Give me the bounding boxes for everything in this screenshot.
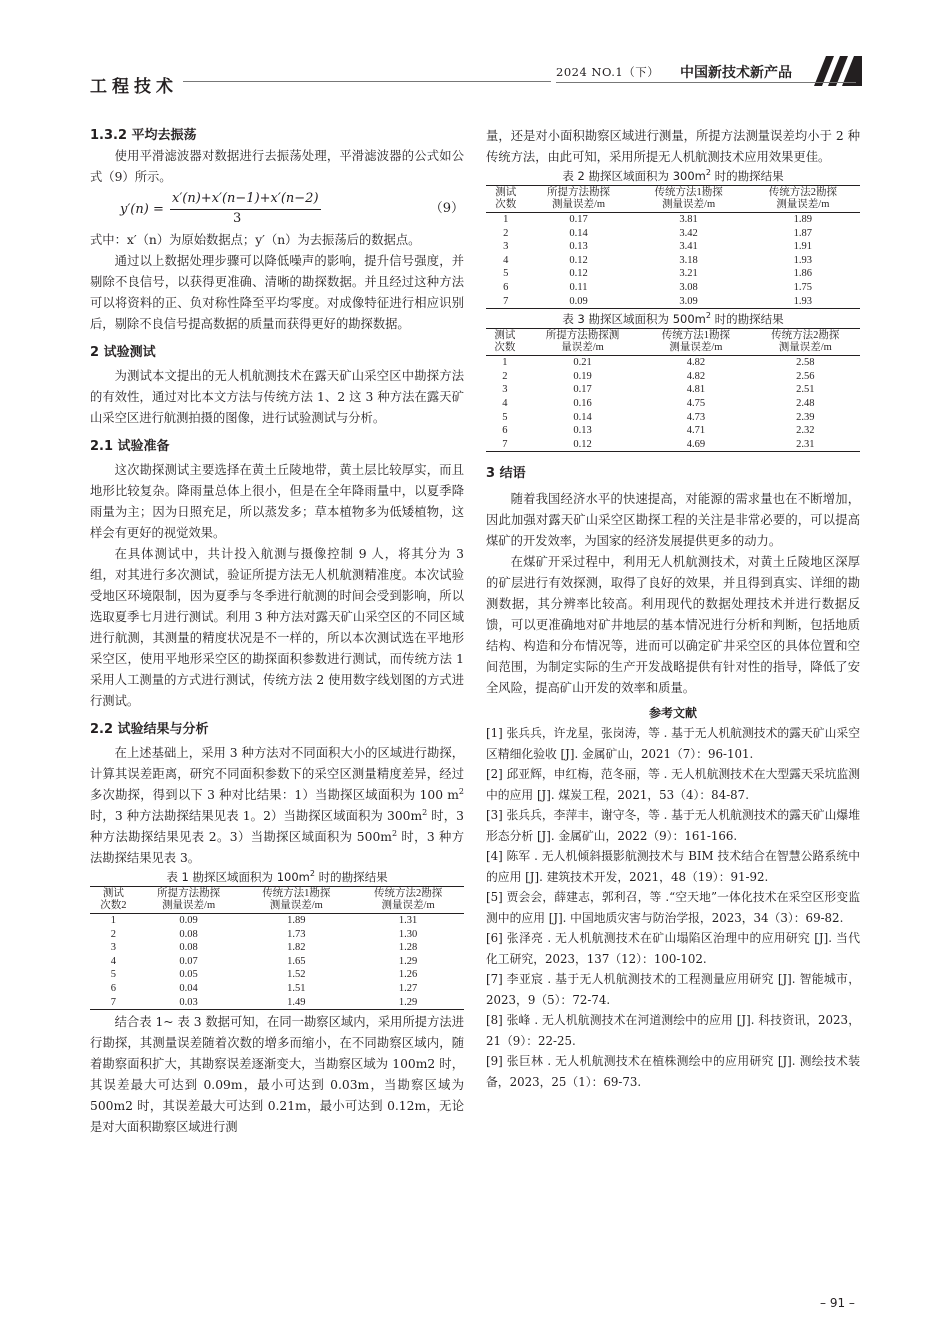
table-cell: 1.28	[398, 942, 418, 954]
table-header-cell: 传统方法2勘探 测量误差/m	[751, 329, 860, 356]
table-cell: 3.09	[631, 295, 745, 309]
table-cell: 1.29	[352, 996, 464, 1010]
reference-item: [7] 李亚宸 . 基于无人机航测技术的工程测量应用研究 [J]. 智能城市，2023，9（5）：72-74.	[486, 972, 860, 1007]
table-cell: 3	[502, 384, 508, 396]
table-cell: 2.48	[796, 397, 815, 409]
table-header-cell: 传统方法2勘探 测量误差/m	[746, 186, 860, 213]
superscript: 2	[309, 869, 315, 879]
table-row	[486, 281, 860, 295]
paragraph: 在煤矿开采过程中，利用无人机航测技术，对黄土丘陵地区深厚的矿层进行有效探测，取得了良好的效果，并且得到真实、详细的勘测数据，其分辨率比较高。利用现代的数据处理技术并进行数据反馈，可以更准确地对矿井地层的基本情况进行分析和判断，包括地质结构、构造和分布情况等，进而可以确定矿井采空区的具体位置和空间范围，为制定实际的生产开发战略提供有针对性的指导，降低了安全风险，提高矿山开发的效率和质量。	[486, 555, 860, 696]
formula-9	[90, 188, 464, 230]
table-header-cell: 传统方法1勘探 测量误差/m	[641, 329, 750, 356]
table-row	[486, 267, 860, 281]
table-cell: 6	[502, 425, 508, 437]
table-cell: 0.13	[569, 241, 588, 253]
caption-text: 时的勘探结果	[710, 312, 784, 327]
table-cell: 4.82	[686, 370, 706, 382]
header-rule-right	[556, 82, 856, 83]
table-row	[486, 370, 860, 384]
section-heading-2: 2 试验测试	[90, 345, 156, 360]
table-row	[90, 941, 464, 955]
table-cell: 1.89	[287, 915, 306, 926]
formula-denominator: 3	[233, 211, 242, 226]
table-header-cell: 所提方法勘探测 量误差/m	[524, 329, 641, 356]
table-row	[486, 397, 860, 411]
table-cell: 2.32	[796, 425, 815, 437]
table-row	[486, 438, 860, 452]
table-header-cell: 所提方法勘探 测量误差/m	[137, 887, 241, 914]
table-cell: 0.04	[179, 982, 198, 994]
table-cell: 1.82	[287, 942, 306, 954]
table-cell: 6	[110, 982, 117, 994]
table-cell: 1.51	[287, 982, 306, 994]
table-header-row	[486, 329, 860, 356]
table-cell: 5	[503, 268, 509, 280]
table-cell: 3.18	[679, 254, 698, 266]
table-cell: 3.41	[679, 241, 698, 253]
table-row	[486, 424, 860, 438]
table-2	[486, 185, 860, 309]
table-cell: 0.14	[569, 227, 588, 239]
table-header-cell: 测试 次数2	[90, 887, 137, 914]
text-run: 在上述基础上，采用 3 种方法对不同面积大小的区域进行勘探，计算其误差距离，研究不同面积参数下的采空区测量精度差异，经过多次勘探，得到以下 3 种对比结果：1）当勘探区域面积为 100 m	[90, 746, 464, 802]
table-cell: 2.58	[796, 357, 815, 369]
table-cell: 1.93	[746, 295, 860, 309]
text-run: 时，3 种方法勘探结果见表 1。2）当勘探区域面积为 300m	[90, 809, 423, 823]
table-cell: 0.12	[569, 254, 588, 266]
table-header-cell: 传统方法1勘探 测量误差/m	[240, 887, 352, 914]
reference-item: [2] 邱亚辉，申红梅，范冬丽，等 . 无人机航测技术在大型露天采坑监测中的应用 [J]. 煤炭工程，2021，53（4）：84-87.	[486, 767, 860, 802]
table-header-cell: 测试 次数	[486, 329, 524, 356]
reference-item: [9] 张巨林 . 无人机航测技术在植株测绘中的应用研究 [J]. 测绘技术装备，2023，25（1）：69-73.	[486, 1054, 860, 1089]
table-cell: 3.08	[679, 281, 698, 293]
table-cell: 2	[503, 227, 509, 239]
table-header-cell: 所提方法勘探 测量误差/m	[526, 186, 632, 213]
table-cell: 2.31	[751, 438, 860, 452]
reference-item: [4] 陈军 . 无人机倾斜摄影航测技术与 BIM 技术结合在智慧公路系统中的应用 [J]. 建筑技术开发，2021，48（19）：91-92.	[486, 849, 860, 884]
table-cell: 1.93	[793, 254, 813, 266]
paragraph: 通过以上数据处理步骤可以降低噪声的影响，提升信号强度，并剔除不良信号，以获得更准确、清晰的勘探数据。并且经过这种方法可以将资料的正、负对称性降至平均零度。对成像特征进行相应识别后，剔除不良信号提高数据的质量而获得更好的勘探数据。	[90, 254, 464, 331]
table-cell: 7	[486, 295, 526, 309]
table-1	[90, 886, 464, 1010]
issue-label: 2024 NO.1（下）	[556, 65, 660, 79]
table-cell: 4.75	[686, 397, 706, 409]
table-cell: 0.21	[573, 357, 592, 369]
table-row	[486, 356, 860, 370]
paragraph: 结合表 1~ 表 3 数据可知，在同一勘察区域内，采用所提方法进行勘探，其测量误差随着次数的增多而缩小，在不同勘察区域内，随着勘察面积扩大，其勘察误差逐渐变大，当勘察区域为 100m2 时，其误差最大可达到 0.09m，最小可达到 0.03m，当勘察区域为 500m2 时，其误差最大可达到 0.21m，最小可达到 0.12m，无论是对大面积勘察区域进行测	[90, 1015, 464, 1135]
table-row	[486, 295, 860, 309]
page-number: – 91 –	[820, 1296, 855, 1310]
table-row	[486, 383, 860, 397]
table-cell: 5	[502, 411, 508, 423]
table-cell: 0.14	[573, 411, 592, 423]
paragraph: 随着我国经济水平的快速提高，对能源的需求量也在不断增加，因此加强对露天矿山采空区勘探工程的关注是非常必要的，可以提高煤矿的开发效率，为国家的经济发展提供更多的动力。	[486, 492, 860, 549]
table-cell: 0.16	[573, 397, 592, 409]
table-row	[90, 955, 464, 969]
formula-lhs: y′(n) =	[120, 202, 164, 217]
table-cell: 4.73	[686, 411, 706, 423]
table-cell: 7	[90, 996, 137, 1010]
table-cell: 4.71	[686, 425, 706, 437]
table-cell: 1.30	[398, 928, 418, 940]
reference-item: [1] 张兵兵，许龙星，张岗涛，等 . 基于无人机航测技术的露天矿山采空区精细化验收 [J]. 金属矿山，2021（7）：96-101.	[486, 726, 860, 761]
table-cell: 3	[503, 241, 509, 253]
section-heading-2-1: 2.1 试验准备	[90, 439, 170, 454]
reference-item: [3] 张兵兵，李萍丰，谢守冬，等 . 基于无人机航测技术的露天矿山爆堆形态分析 [J]. 金属矿山，2022（9）：161-166.	[486, 808, 860, 843]
paragraph: 式中：x′（n）为原始数据点；y′（n）为去振荡后的数据点。	[90, 233, 421, 247]
table-header-row	[486, 186, 860, 213]
table-cell: 1.29	[398, 955, 418, 967]
table-cell: 5	[110, 969, 117, 981]
table-cell: 3.81	[679, 214, 698, 225]
table-cell: 1.91	[793, 241, 813, 253]
paragraph	[90, 743, 464, 869]
table-cell: 0.12	[569, 268, 588, 280]
table-cell: 4	[503, 254, 509, 266]
table-row	[90, 914, 464, 928]
table-row	[90, 996, 464, 1010]
table-cell: 4	[502, 397, 508, 409]
table-3-caption	[486, 311, 860, 328]
table-header-cell: 测试 次数	[486, 186, 526, 213]
table-cell: 0.19	[573, 370, 592, 382]
table-cell: 0.03	[137, 996, 241, 1010]
table-cell: 2.51	[796, 384, 815, 396]
superscript: 2	[391, 828, 398, 838]
paragraph: 使用平滑滤波器对数据进行去振荡处理，平滑滤波器的公式如公式（9）所示。	[90, 149, 464, 184]
reference-item: [8] 张峰 . 无人机航测技术在河道测绘中的应用 [J]. 科技资讯，2023，21（9）：22-25.	[486, 1013, 860, 1048]
table-cell: 3	[110, 942, 117, 954]
table-cell: 6	[503, 281, 509, 293]
table-cell: 0.08	[179, 942, 198, 954]
table-cell: 1	[110, 915, 117, 926]
table-cell: 1.31	[398, 915, 418, 926]
table-cell: 0.08	[179, 928, 198, 940]
references-title: 参考文献	[648, 706, 697, 721]
table-cell: 1.52	[287, 969, 306, 981]
table-row	[486, 254, 860, 268]
table-row	[486, 411, 860, 425]
section-heading-2-2: 2.2 试验结果与分析	[90, 722, 209, 737]
table-cell: 0.09	[179, 915, 198, 926]
caption-text: 时的勘探结果	[710, 169, 784, 183]
reference-list	[486, 723, 860, 1092]
superscript: 2	[458, 786, 464, 796]
table-cell: 2	[502, 370, 508, 382]
table-cell: 0.12	[524, 438, 641, 452]
table-cell: 2.56	[796, 370, 815, 382]
table-cell: 2	[110, 928, 117, 940]
caption-text: 表 2 勘探区域面积为 300m	[562, 169, 706, 183]
table-1-caption	[90, 869, 464, 886]
table-cell: 0.05	[179, 969, 198, 981]
table-cell: 0.09	[526, 295, 632, 309]
superscript: 2	[422, 807, 428, 817]
table-header-cell: 传统方法1勘探 测量误差/m	[631, 186, 745, 213]
table-row	[90, 982, 464, 996]
table-cell: 0.11	[569, 281, 588, 293]
table-header-row	[90, 887, 464, 914]
running-section-title: 工程技术	[90, 77, 178, 97]
caption-text: 表 1 勘探区域面积为 100m	[166, 870, 310, 884]
table-cell: 3.42	[679, 227, 698, 239]
table-cell: 1	[502, 357, 508, 369]
text-run: 时，3 种方法勘探结果见表 3。	[90, 830, 464, 865]
table-cell: 4.82	[686, 357, 706, 369]
table-cell: 1.89	[793, 214, 813, 225]
reference-item: [5] 贾会会，薛建志，郭利召，等 .“空天地”一体化技术在采空区形变监测中的应用 [J]. 中国地质灾害与防治学报，2023，34（3）：69-82.	[486, 890, 860, 925]
caption-text: 时的勘探结果	[314, 870, 388, 884]
table-cell: 3.21	[679, 268, 698, 280]
paragraph: 量，还是对小面积勘察区域进行测量，所提方法测量误差均小于 2 种传统方法，由此可知，采用所提无人机航测技术应用效果更佳。	[486, 129, 860, 164]
table-cell: 2.39	[796, 411, 815, 423]
table-row	[90, 968, 464, 982]
table-cell: 4.69	[641, 438, 750, 452]
table-2-caption	[486, 168, 860, 185]
journal-title: 中国新技术新产品	[680, 65, 792, 81]
table-cell: 1.86	[793, 268, 813, 280]
paragraph: 在具体测试中，共计投入航测与摄像控制 9 人，将其分为 3 组，对其进行多次测试，验证所提方法无人机航测精准度。本次试验受地区环境限制，因为夏季与冬季进行航测的时间会受到影响，所以选取夏季七月进行测试。利用 3 种方法对露天矿山采空区的不同区域进行航测，其测量的精度状况是不一样的，所以本次测试选在平地形采空区，使用平地形采空区的勘探面积参数进行测试，而传统方法 1 采用人工测量的方式进行测试，传统方法 2 使用数字线划图的方式进行测试。	[90, 547, 464, 708]
text-run: 时，3 种方法勘探结果见表 2。3）当勘探区域面积为 500m	[90, 809, 464, 844]
table-cell: 1.26	[398, 969, 418, 981]
caption-text: 表 3 勘探区域面积为 500m	[562, 312, 706, 327]
table-cell: 7	[486, 438, 524, 452]
table-cell: 1.65	[287, 955, 306, 967]
table-3	[486, 328, 860, 452]
table-row	[486, 240, 860, 254]
section-heading-3: 3 结语	[486, 466, 526, 482]
paragraph: 这次勘探测试主要选择在黄土丘陵地带，黄土层比较厚实，而且地形比较复杂。降雨量总体上很小，但是在全年降雨量中，以夏季降雨量为主；因为日照充足，所以蒸发多；草本植物多为低矮植物，这样会有更好的视觉效果。	[90, 463, 464, 540]
section-heading-1-3-2: 1.3.2 平均去振荡	[90, 128, 197, 143]
table-cell: 1.87	[793, 227, 813, 239]
table-row	[486, 213, 860, 227]
table-cell: 1.73	[287, 928, 306, 940]
table-cell: 1.75	[793, 281, 813, 293]
table-cell: 1.49	[240, 996, 352, 1010]
table-cell: 0.07	[179, 955, 198, 967]
formula-numerator: x′(n)+x′(n−1)+x′(n−2)	[170, 188, 321, 210]
table-row	[486, 227, 860, 241]
table-cell: 1	[503, 214, 509, 225]
table-cell: 4.81	[686, 384, 706, 396]
table-cell: 1.27	[398, 982, 418, 994]
table-row	[90, 928, 464, 942]
header-rule	[183, 81, 551, 82]
right-column	[486, 126, 860, 1092]
table-cell: 4	[110, 955, 117, 967]
table-cell: 0.17	[569, 214, 588, 225]
reference-item: [6] 张泽亮 . 无人机航测技术在矿山塌陷区治理中的应用研究 [J]. 当代化工研究，2023，137（12）：100-102.	[486, 931, 860, 966]
superscript: 2	[705, 168, 711, 178]
table-header-cell: 传统方法2勘探 测量误差/m	[352, 887, 464, 914]
superscript: 2	[705, 311, 711, 321]
formula-number: （9）	[429, 201, 464, 216]
paragraph: 为测试本文提出的无人机航测技术在露天矿山采空区中勘探方法的有效性，通过对比本文方法与传统方法 1、2 这 3 种方法在露天矿山采空区进行航测拍摄的图像，进行试验测试与分析。	[90, 369, 464, 425]
table-cell: 0.13	[573, 425, 592, 437]
table-cell: 0.17	[573, 384, 592, 396]
left-column	[90, 126, 464, 1138]
